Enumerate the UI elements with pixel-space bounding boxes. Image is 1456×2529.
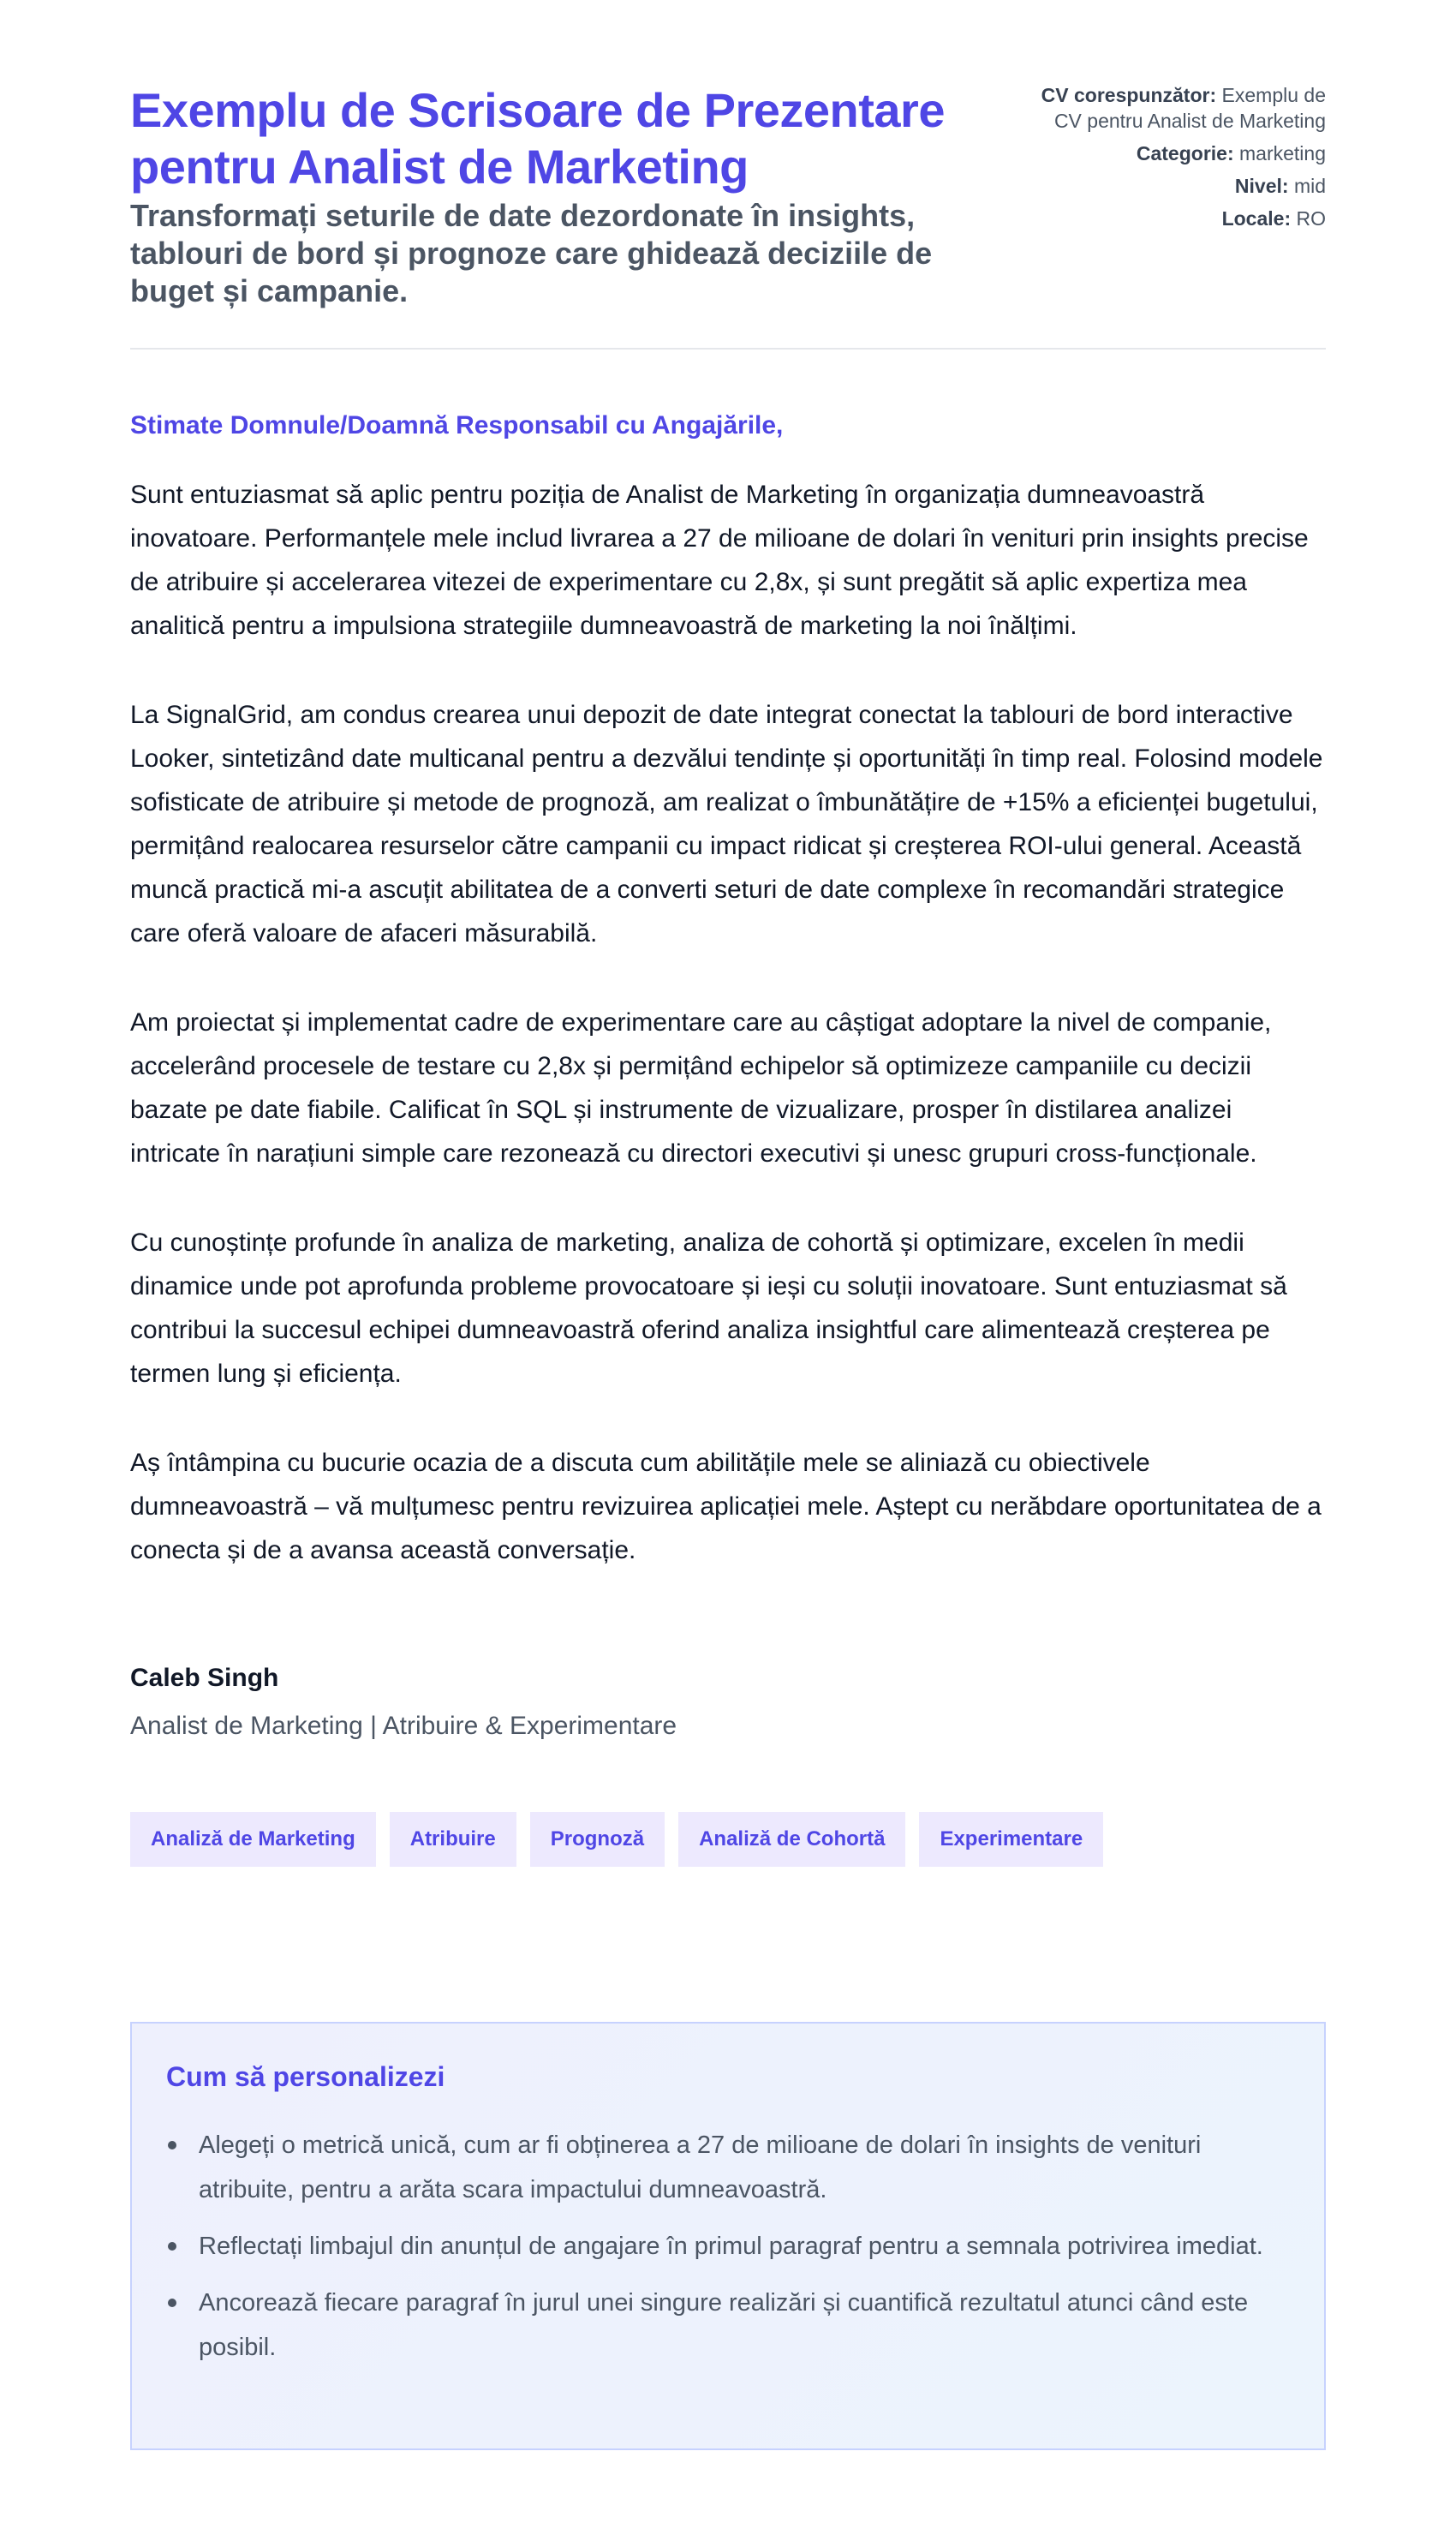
page-title: Exemplu de Scrisoare de Prezentare pentru Analist de Marketing (130, 83, 945, 194)
title-block (130, 82, 987, 310)
signature-role: Analist de Marketing | Atribuire & Experimentare (130, 1712, 677, 1740)
skill-tags (130, 1812, 1326, 1867)
skill-tag: Analiză de Marketing (130, 1812, 376, 1867)
tip-text: Alegeți o metrică unică, cum ar fi obținerea a 27 de milioane de dolari în insights de venituri atribuite, pentru a arăta scara impactului dumneavoastră. (199, 2131, 1202, 2203)
bullet-icon (168, 2299, 176, 2307)
tip-item (166, 2224, 1290, 2269)
letter-body (130, 473, 1326, 1572)
meta-level-label: Nivel: (1234, 175, 1289, 197)
meta-category-value: marketing (1239, 142, 1326, 164)
page-header (130, 0, 1326, 350)
meta-category (1035, 140, 1326, 166)
personalization-tips (130, 2022, 1326, 2450)
letter-greeting: Stimate Domnule/Doamnă Responsabil cu Angajările, (130, 411, 784, 439)
meta-cv-label: CV corespunzător: (1041, 84, 1217, 106)
meta-locale-label: Locale: (1221, 207, 1292, 230)
meta-category-label: Categorie: (1136, 142, 1234, 164)
skill-tag: Analiză de Cohortă (678, 1812, 905, 1867)
signature-name: Caleb Singh (130, 1664, 279, 1692)
meta-level-value: mid (1293, 175, 1326, 197)
letter-paragraph: Sunt entuziasmat să aplic pentru poziția de Analist de Marketing în organizația dumneavoastră inovatoare. Performanțele mele includ livrarea a 27 de milioane de dolari în venituri prin insights precise de atribuire și accelerarea vitezei de experimentare cu 2,8x, și sunt pregătit să aplic expertiza mea analitică pentru a impulsiona strategiile dumneavoastră de marketing la noi înălțimi. (130, 481, 1309, 640)
tip-text: Reflectați limbajul din anunțul de angajare în primul paragraf pentru a semnala potrivirea imediat. (199, 2233, 1263, 2260)
letter-paragraph: Aș întâmpina cu bucurie ocazia de a discuta cum abilitățile mele se aliniază cu obiectivele dumneavoastră – vă mulțumesc pentru revizuirea aplicației mele. Aștept cu nerăbdare oportunitatea de a conecta și de a avansa această conversație. (130, 1449, 1322, 1564)
tips-list (166, 2123, 1290, 2370)
meta-locale-value: RO (1296, 207, 1326, 230)
bullet-icon (168, 2141, 176, 2149)
meta-cv-value: Exemplu de CV pentru Analist de Marketing (1053, 84, 1326, 132)
meta-cv (1035, 82, 1326, 134)
signature-block (130, 1661, 1326, 1743)
skill-tag: Atribuire (390, 1812, 516, 1867)
tip-text: Ancorează fiecare paragraf în jurul unei singure realizări și cuantifică rezultatul atunci când este posibil. (199, 2289, 1249, 2361)
skill-tag: Experimentare (919, 1812, 1103, 1867)
tip-item (166, 2123, 1290, 2212)
tip-item (166, 2281, 1290, 2370)
meta-locale (1035, 206, 1326, 231)
letter-paragraph: Cu cunoștințe profunde în analiza de marketing, analiza de cohortă și optimizare, excelen în medii dinamice unde pot aprofunda probleme provocatoare și ieși cu soluții inovatoare. Sunt entuziasmat să contribui la succesul echipei dumneavoastră oferind analiza insightful care alimentează creșterea pe termen lung și eficiența. (130, 1229, 1287, 1388)
meta-level (1035, 173, 1326, 199)
bullet-icon (168, 2242, 176, 2251)
letter-paragraph: La SignalGrid, am condus crearea unui depozit de date integrat conectat la tablouri de bord interactive Looker, sintetizând date multicanal pentru a dezvălui tendințe și oportunități în timp real. Folosind modele sofisticate de atribuire și metode de prognoză, am realizat o îmbunătățire de +15% a eficienței bugetului, permițând realocarea resurselor către campanii cu impact ridicat și creșterea ROI-ului general. Această muncă practică mi-a ascuțit abilitatea de a converti seturi de date complexe în recomandări strategice care oferă valoare de afaceri măsurabilă. (130, 701, 1323, 948)
page-subtitle: Transformați seturile de date dezordonate în insights, tablouri de bord și prognoze care ghidează deciziile de buget și campanie. (130, 198, 933, 308)
meta-panel (1035, 82, 1326, 238)
letter-paragraph: Am proiectat și implementat cadre de experimentare care au câștigat adoptare la nivel de companie, accelerând procesele de testare cu 2,8x și permițând echipelor să optimizeze campaniile cu decizii bazate pe date fiabile. Calificat în SQL și instrumente de vizualizare, prosper în distilarea analizei intricate în narațiuni simple care rezonează cu directori executivi și unesc grupuri cross-funcționale. (130, 1008, 1272, 1168)
skill-tag: Prognoză (530, 1812, 665, 1867)
tips-title: Cum să personalizezi (166, 2061, 445, 2092)
